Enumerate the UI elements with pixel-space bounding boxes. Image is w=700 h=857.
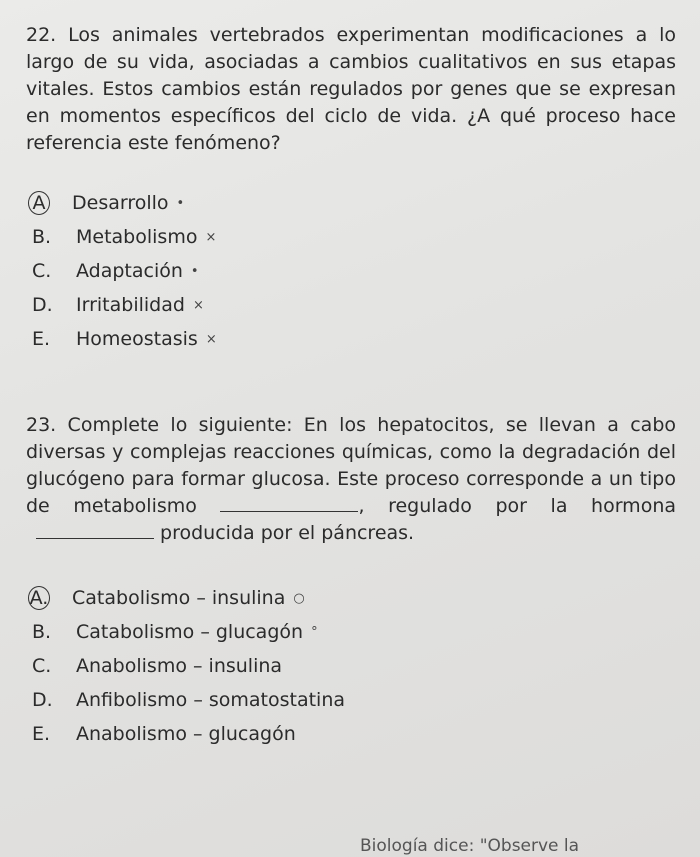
option-22-a[interactable] — [26, 186, 676, 220]
question-23-number: 23. — [26, 414, 57, 436]
option-letter: B. — [32, 225, 52, 248]
question-22-options — [26, 186, 676, 356]
option-text: Catabolismo – glucagón — [76, 620, 304, 643]
option-text: Anfibolismo – somatostatina — [76, 688, 346, 711]
option-23-e[interactable] — [26, 717, 676, 751]
option-letter: E. — [32, 327, 51, 350]
option-text: Anabolismo – glucagón — [76, 722, 296, 745]
question-22-stem — [26, 22, 676, 157]
question-23-options — [26, 581, 676, 751]
option-22-c[interactable] — [26, 254, 676, 288]
option-22-b[interactable] — [26, 220, 676, 254]
option-text: Homeostasis — [76, 327, 198, 350]
option-text: Desarrollo — [72, 191, 169, 214]
question-23-text-middle: , regulado por la hormona — [358, 495, 677, 517]
option-text: Metabolismo — [76, 225, 198, 248]
option-text: Adaptación — [76, 259, 183, 282]
option-letter-circled: A — [28, 191, 50, 215]
option-23-a[interactable] — [26, 581, 676, 615]
option-23-d[interactable] — [26, 683, 676, 717]
question-22-number: 22. — [26, 24, 57, 46]
option-letter: E. — [32, 722, 51, 745]
question-23-stem — [26, 412, 676, 547]
option-letter-circled: A. — [29, 587, 49, 609]
option-22-e[interactable] — [26, 322, 676, 356]
option-letter: D. — [32, 688, 53, 711]
option-23-c[interactable] — [26, 649, 676, 683]
option-text: Catabolismo – insulina — [72, 586, 286, 609]
question-22-text: Los animales vertebrados experimentan modificaciones a lo largo de su vida, asociadas a cambios cualitativos en sus etapas vitales. Estos cambios están regulados por genes que se expresan en momentos específicos del ciclo de vida. ¿A qué proceso hace referencia este fenómeno? — [26, 24, 676, 154]
handwritten-mark: • — [176, 195, 185, 211]
question-22 — [26, 22, 676, 356]
handwritten-mark: ○ — [293, 590, 305, 606]
handwritten-mark: × — [205, 229, 217, 245]
answer-blank-2[interactable] — [36, 520, 154, 539]
question-23-text-before: Complete lo siguiente: En los hepatocitos, se llevan a cabo diversas y complejas reacciones químicas, como la degradación del glucógeno para formar glucosa. Este proceso corresponde a un tipo de metabolismo — [26, 414, 677, 517]
footer-cut-text: Biología dice: "Observe la — [360, 836, 580, 856]
option-letter: B. — [32, 620, 52, 643]
option-letter: D. — [32, 293, 53, 316]
answer-blank-1[interactable] — [220, 493, 358, 512]
option-text: Irritabilidad — [76, 293, 185, 316]
question-23 — [26, 412, 676, 751]
question-23-text-end: producida por el páncreas. — [160, 522, 415, 544]
handwritten-mark: × — [205, 331, 217, 347]
option-text: Anabolismo – insulina — [76, 654, 283, 677]
option-22-d[interactable] — [26, 288, 676, 322]
handwritten-mark: × — [192, 297, 204, 313]
handwritten-mark: ° — [311, 624, 318, 640]
option-letter: C. — [32, 654, 52, 677]
option-23-b[interactable] — [26, 615, 676, 649]
handwritten-mark: • — [190, 263, 199, 279]
option-letter: C. — [32, 259, 52, 282]
